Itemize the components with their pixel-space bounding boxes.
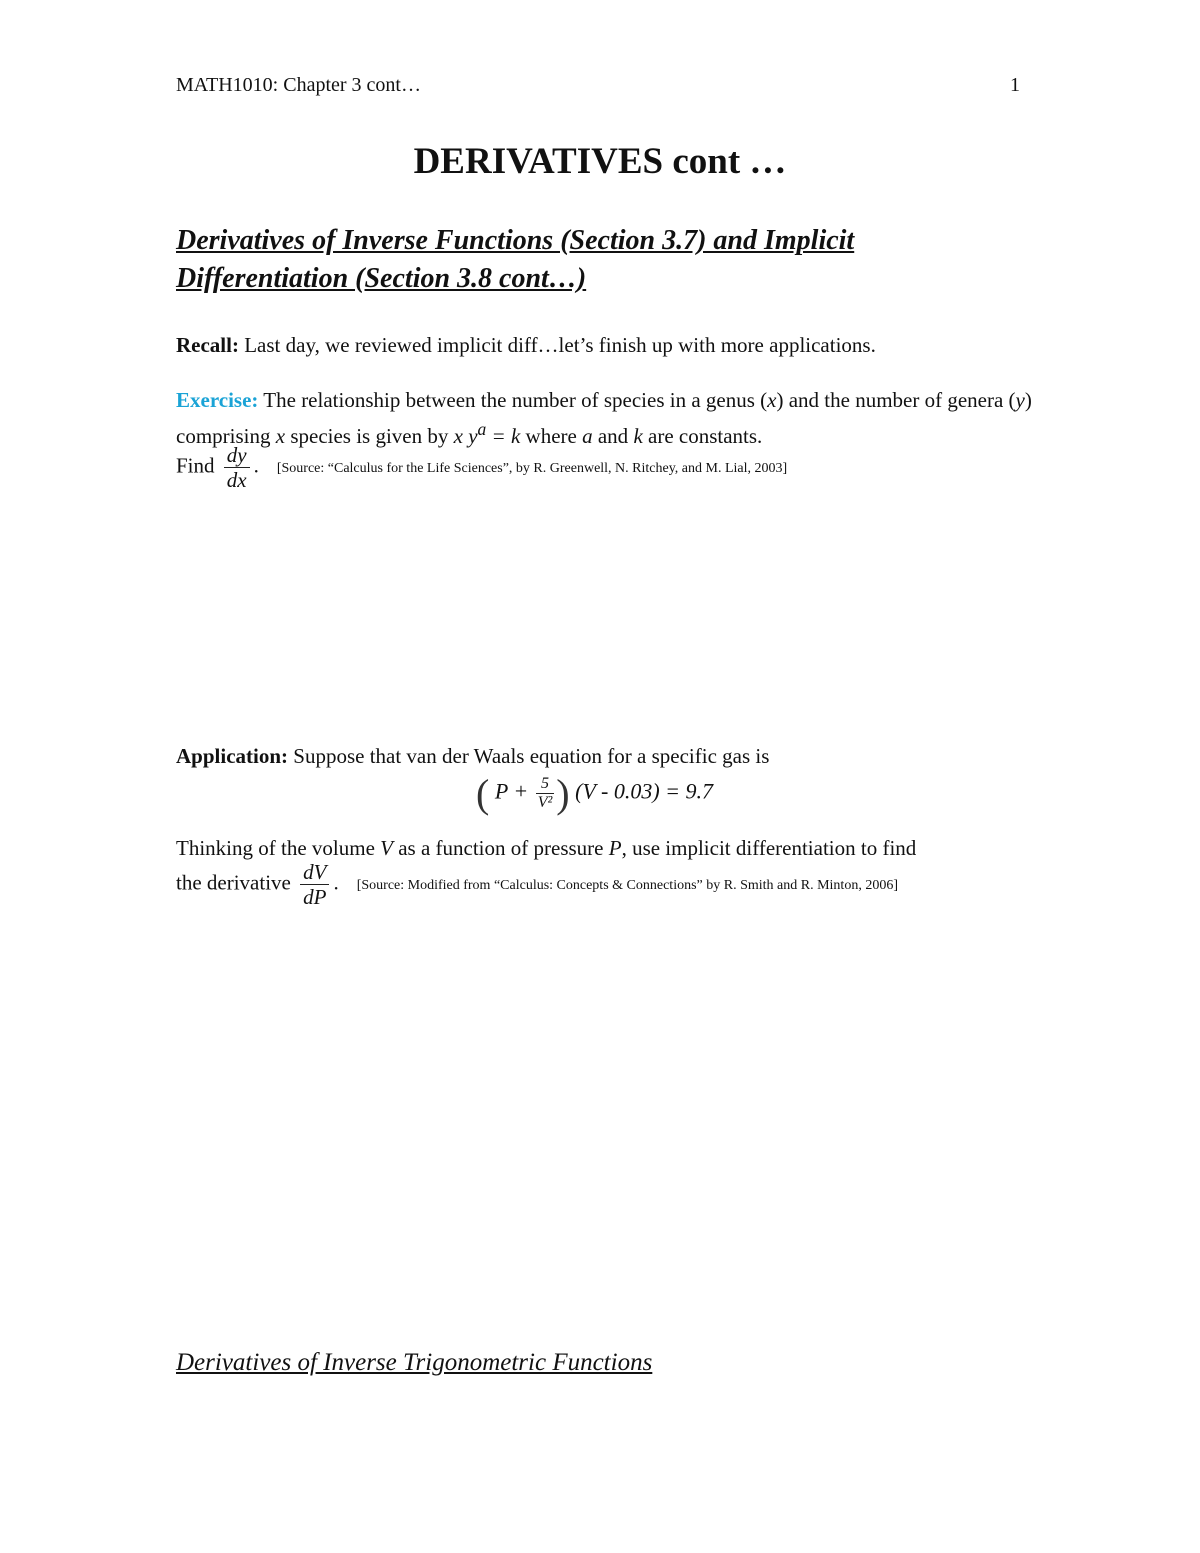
derivative-label: the derivative [176, 870, 297, 895]
variable-x: x [767, 388, 777, 412]
fraction-period: . [333, 870, 339, 895]
formula-base: x y [453, 424, 478, 448]
dV-dP-fraction [300, 860, 329, 909]
running-header: MATH1010: Chapter 3 cont… [176, 74, 421, 96]
exercise-paragraph [176, 386, 1056, 451]
left-paren: ( [476, 771, 490, 816]
thinking-text: , use implicit differentiation to find [621, 836, 917, 860]
thinking-paragraph [176, 834, 1056, 863]
recall-text: Last day, we reviewed implicit diff…let’s finish up with more applications. [238, 333, 876, 357]
exercise-text: ) and the number of genera ( [776, 388, 1016, 412]
equation-p-term: P + [494, 778, 529, 804]
exercise-text: The relationship between the number of species in a genus ( [258, 388, 768, 412]
page-title: DERIVATIVES cont … [413, 141, 787, 182]
variable-V: V [380, 836, 393, 860]
find-label: Find [176, 453, 220, 478]
thinking-text: as a function of pressure [392, 836, 609, 860]
recall-paragraph [176, 331, 1056, 360]
recall-label: Recall: [176, 333, 239, 357]
exercise-label: Exercise: [176, 388, 259, 412]
application-paragraph [176, 742, 1056, 771]
application-label: Application: [176, 744, 289, 768]
variable-y: y [1015, 388, 1025, 412]
application-text: Suppose that van der Waals equation for a specific gas is [288, 744, 770, 768]
application-source-citation: [Source: Modified from “Calculus: Concepts & Connections” by R. Smith and R. Minton, 2006] [356, 878, 898, 894]
fraction-numerator: dy [224, 443, 250, 468]
van-der-waals-equation [476, 770, 713, 817]
exercise-text: and [592, 424, 634, 448]
formula-exponent: a [477, 419, 487, 439]
fraction-period: . [253, 453, 259, 478]
thinking-text: Thinking of the volume [176, 836, 381, 860]
fraction-denominator: dP [303, 885, 327, 909]
five-over-v-squared [536, 775, 555, 812]
exercise-source-citation: [Source: “Calculus for the Life Sciences”, by R. Greenwell, N. Ritchey, and M. Lial, 2003] [276, 461, 788, 477]
fraction-numerator: 5 [536, 775, 555, 794]
exercise-text: where [520, 424, 583, 448]
derivative-line [176, 860, 898, 909]
fraction-denominator: dx [226, 468, 247, 492]
fraction-denominator: V² [537, 794, 553, 811]
section-heading-line-1: Derivatives of Inverse Functions (Section 3.7) and Implicit [176, 225, 855, 256]
variable-P: P [608, 836, 622, 860]
section-heading-line-2: Differentiation (Section 3.8 cont…) [176, 263, 587, 294]
variable-k: k [633, 424, 643, 448]
section-heading-inverse-implicit [176, 222, 1056, 298]
variable-x: x [275, 424, 286, 448]
exercise-text: ) comprising [176, 388, 1032, 448]
right-paren: ) [556, 771, 570, 816]
variable-a: a [582, 424, 593, 448]
exercise-text: are constants. [642, 424, 763, 448]
find-derivative-line [176, 443, 787, 492]
section-heading-inverse-trig: Derivatives of Inverse Trigonometric Functions [176, 1349, 653, 1376]
exercise-text: species is given by [285, 424, 454, 448]
formula-rhs: = k [486, 424, 521, 448]
page-number: 1 [1010, 74, 1020, 96]
equation-rest: (V - 0.03) = 9.7 [575, 778, 713, 804]
fraction-numerator: dV [300, 860, 329, 885]
dy-dx-fraction [224, 443, 250, 492]
